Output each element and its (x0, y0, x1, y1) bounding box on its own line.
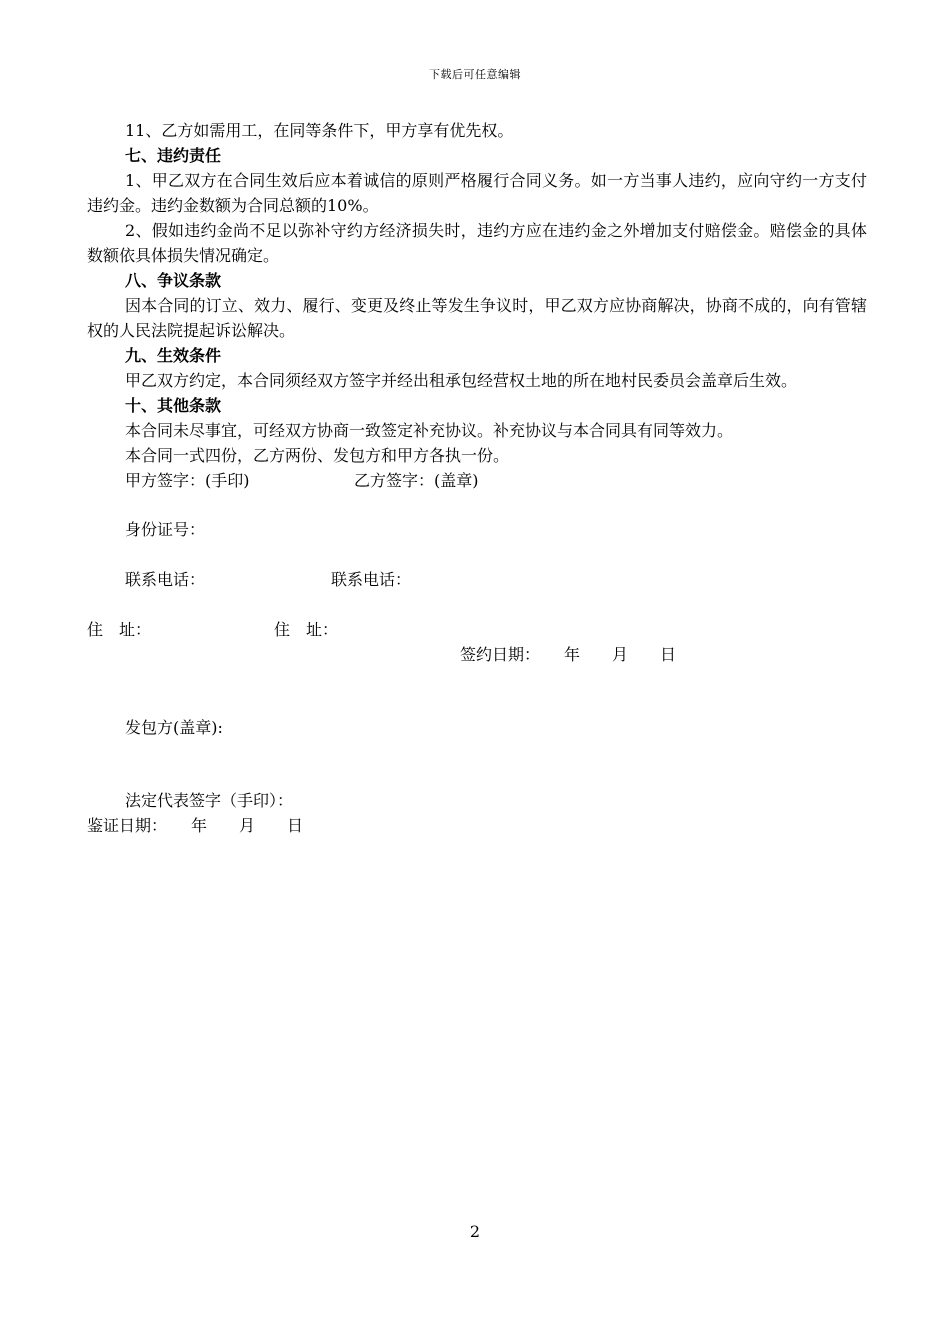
page-number: 2 (469, 1222, 481, 1241)
sign-date-row (87, 642, 867, 667)
section-8-paragraph-1: 因本合同的订立、效力、履行、变更及终止等发生争议时，甲乙双方应协商解决，协商不成的，向有管辖权的人民法院提起诉讼解决。 (87, 296, 867, 340)
section-9-paragraph-1: 甲乙双方约定，本合同须经双方签字并经出租承包经营权土地的所在地村民委员会盖章后生效。 (125, 371, 798, 390)
party-b-phone-label: 联系电话： (331, 570, 412, 589)
section-10-paragraph-1: 本合同未尽事宜，可经双方协商一致签定补充协议。补充协议与本合同具有同等效力。 (125, 421, 734, 440)
party-a-phone-label: 联系电话： (125, 570, 206, 589)
section-10-title: 十、其他条款 (125, 396, 222, 415)
address-row (87, 617, 867, 642)
clause-11: 11、乙方如需用工，在同等条件下，甲方享有优先权。 (125, 121, 514, 140)
party-b-address-label: 住 址： (274, 620, 339, 639)
sign-date-label: 签约日期： 年 月 日 (460, 645, 677, 664)
verify-date-row (87, 813, 867, 838)
legal-rep-row (87, 788, 867, 813)
phone-row (87, 567, 867, 592)
verify-date-label: 鉴证日期： 年 月 日 (87, 816, 304, 835)
section-9-title: 九、生效条件 (125, 346, 222, 365)
page-header: 下载后可任意编辑 (429, 68, 521, 81)
section-10-paragraph-2: 本合同一式四份，乙方两份、发包方和甲方各执一份。 (125, 446, 510, 465)
party-a-signature-label: 甲方签字：(手印) (125, 471, 250, 490)
id-number-row (87, 517, 867, 542)
section-8-title: 八、争议条款 (125, 271, 222, 290)
section-7-paragraph-2: 2、假如违约金尚不足以弥补守约方经济损失时，违约方应在违约金之外增加支付赔偿金。赔偿金的具体数额依具体损失情况确定。 (87, 221, 867, 265)
section-7-title: 七、违约责任 (125, 146, 222, 165)
issuer-seal-label: 发包方(盖章): (125, 718, 223, 737)
issuer-seal-row (87, 715, 867, 740)
document-body (87, 118, 867, 838)
signature-row (87, 468, 867, 493)
id-number-label: 身份证号： (125, 520, 206, 539)
legal-rep-signature-label: 法定代表签字（手印）： (125, 791, 294, 810)
party-a-address-label: 住 址： (87, 620, 152, 639)
party-b-signature-label: 乙方签字：(盖章) (354, 471, 479, 490)
section-7-paragraph-1: 1、甲乙双方在合同生效后应本着诚信的原则严格履行合同义务。如一方当事人违约，应向守约一方支付违约金。违约金数额为合同总额的10%。 (87, 171, 867, 215)
